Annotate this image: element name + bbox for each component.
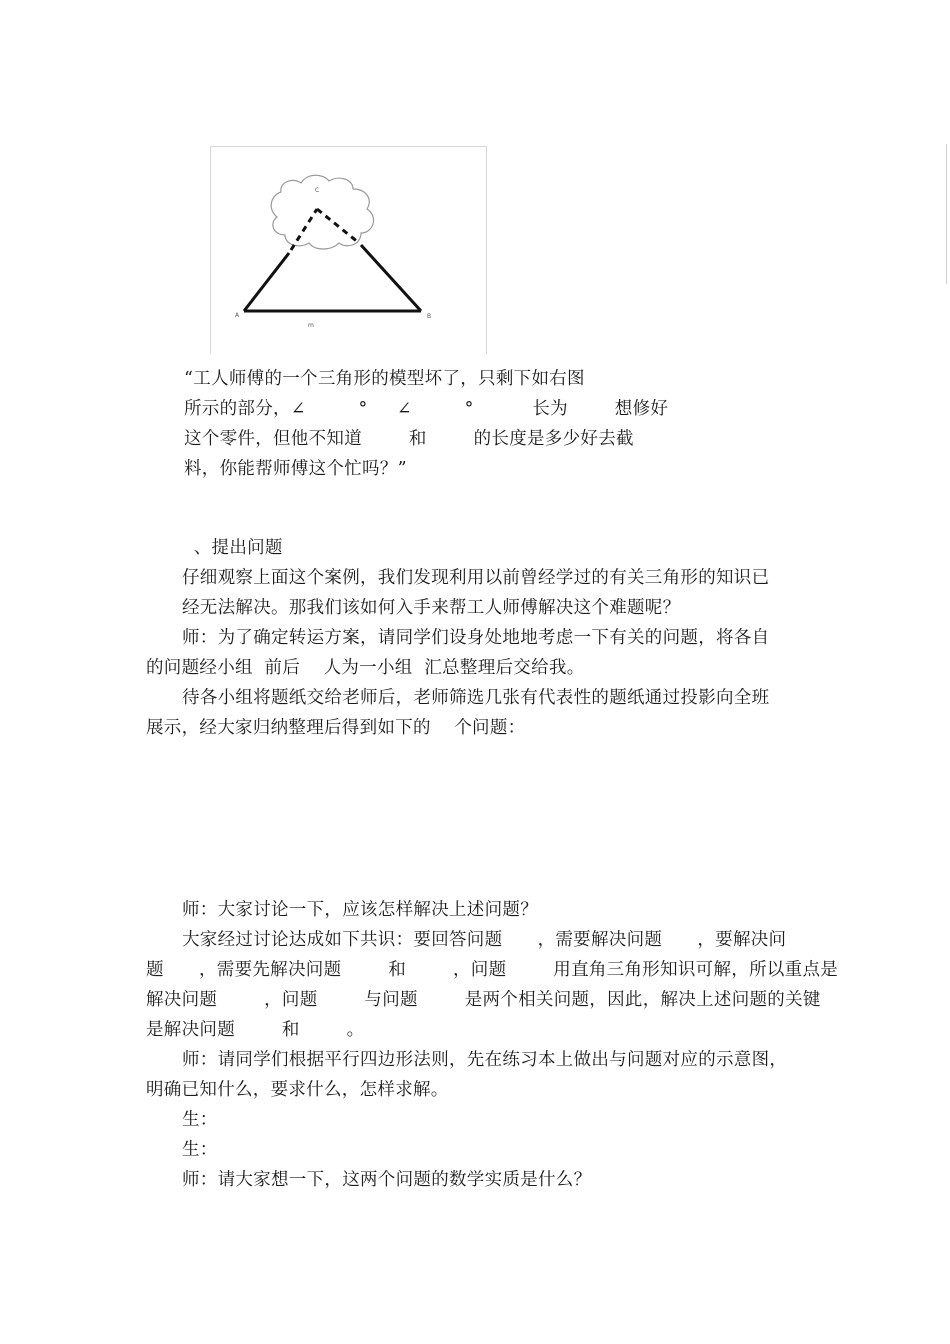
teacher-final-question: 师：请大家想一下，这两个问题的数学实质是什么？ — [182, 1170, 592, 1190]
teacher-question-line: 师：大家讨论一下，应该怎样解决上述问题？ — [182, 900, 538, 920]
page-edge-line — [946, 144, 947, 284]
vertex-label-left: A — [235, 312, 240, 319]
triangle-left-dashed — [291, 209, 317, 250]
student-line: 生： — [182, 1140, 218, 1160]
paragraph-line: 待各小组将题纸交给老师后，老师筛选几张有代表性的题纸通过投影向全班 — [182, 688, 770, 708]
cloud-shape — [271, 175, 373, 249]
student-line: 生： — [182, 1110, 218, 1130]
section-heading: 、提出问题 — [182, 538, 283, 558]
triangle-diagram — [211, 147, 486, 354]
paragraph-line: 的问题经小组 前后 人为一小组 汇总整理后交给我。 — [146, 658, 585, 678]
paragraph-line: 经无法解决。那我们该如何入手来帮工人师傅解决这个难题呢？ — [182, 598, 681, 618]
triangle-right-dashed — [317, 209, 359, 243]
teacher-instruction-line: 明确已知什么，要求什么，怎样求解。 — [146, 1080, 449, 1100]
paragraph-line: 展示，经大家归纳整理后得到如下的 个问题： — [146, 718, 526, 738]
teacher-instruction-line: 师：请同学们根据平行四边形法则，先在练习本上做出与问题对应的示意图， — [182, 1050, 788, 1070]
vertex-label-right: B — [427, 313, 432, 320]
quote-line-3: 这个零件，但他不知道 和 的长度是多少好去截 — [184, 429, 634, 449]
paragraph-line: 师：为了确定转运方案，请同学们设身处地地考虑一下有关的问题，将各自 — [182, 628, 770, 648]
quote-line-2: 所示的部分，∠ ° ∠ ° 长为 想修好 — [184, 399, 669, 419]
base-length-label: m — [308, 322, 314, 329]
quote-line-4: 料，你能帮师傅这个忙吗？” — [184, 459, 407, 479]
consensus-line: 题 ，需要先解决问题 和 ，问题 用直角三角形知识可解，所以重点是 — [146, 960, 839, 980]
consensus-line: 是解决问题 和 。 — [146, 1020, 365, 1040]
triangle-left-side — [244, 253, 289, 311]
consensus-line: 大家经过讨论达成如下共识：要回答问题 ，需要解决问题 ，要解决问 — [182, 930, 787, 950]
paragraph-line: 仔细观察上面这个案例，我们发现利用以前曾经学过的有关三角形的知识已 — [182, 568, 770, 588]
triangle-figure — [210, 146, 487, 354]
quote-line-1: “工人师傅的一个三角形的模型坏了，只剩下如右图 — [184, 369, 585, 389]
vertex-label-top: C — [315, 187, 320, 194]
consensus-line: 解决问题 ，问题 与问题 是两个相关问题，因此，解决上述问题的关键 — [146, 990, 821, 1010]
triangle-right-side — [361, 245, 421, 311]
